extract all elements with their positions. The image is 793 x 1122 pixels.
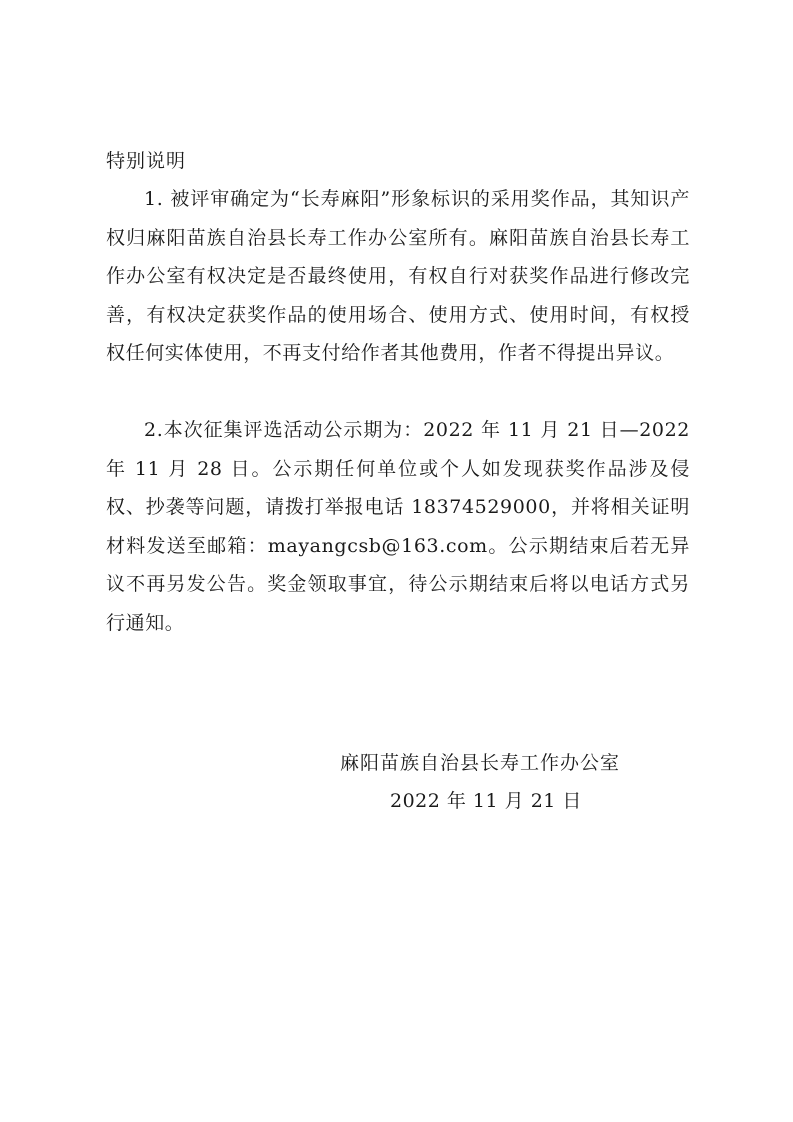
signature-date: 2022 年 11 月 21 日 <box>390 790 582 812</box>
paragraph-1: 1. 被评审确定为“长寿麻阳”形象标识的采用奖作品，其知识产权归麻阳苗族自治县长寿工作办公室所有。麻阳苗族自治县长寿工作办公室有权决定是否最终使用，有权自行对获奖作品进行修改完善，有权决定获奖作品的使用场合、使用方式、使用时间，有权授权任何实体使用，不再支付给作者其他费用，作者不得提出异议。 <box>106 188 690 364</box>
signature-organization: 麻阳苗族自治县长寿工作办公室 <box>340 752 621 774</box>
section-heading: 特别说明 <box>106 150 187 172</box>
paragraph-2: 2.本次征集评选活动公示期为：2022 年 11 月 21 日—2022 年 11 月 28 日。公示期任何单位或个人如发现获奖作品涉及侵权、抄袭等问题，请拨打举报电话 18374529000，并将相关证明材料发送至邮箱：mayangcsb@163.com。公示期结束后若无异议不再另发公告。奖金领取事宜，待公示期结束后将以电话方式另行通知。 <box>106 419 690 634</box>
